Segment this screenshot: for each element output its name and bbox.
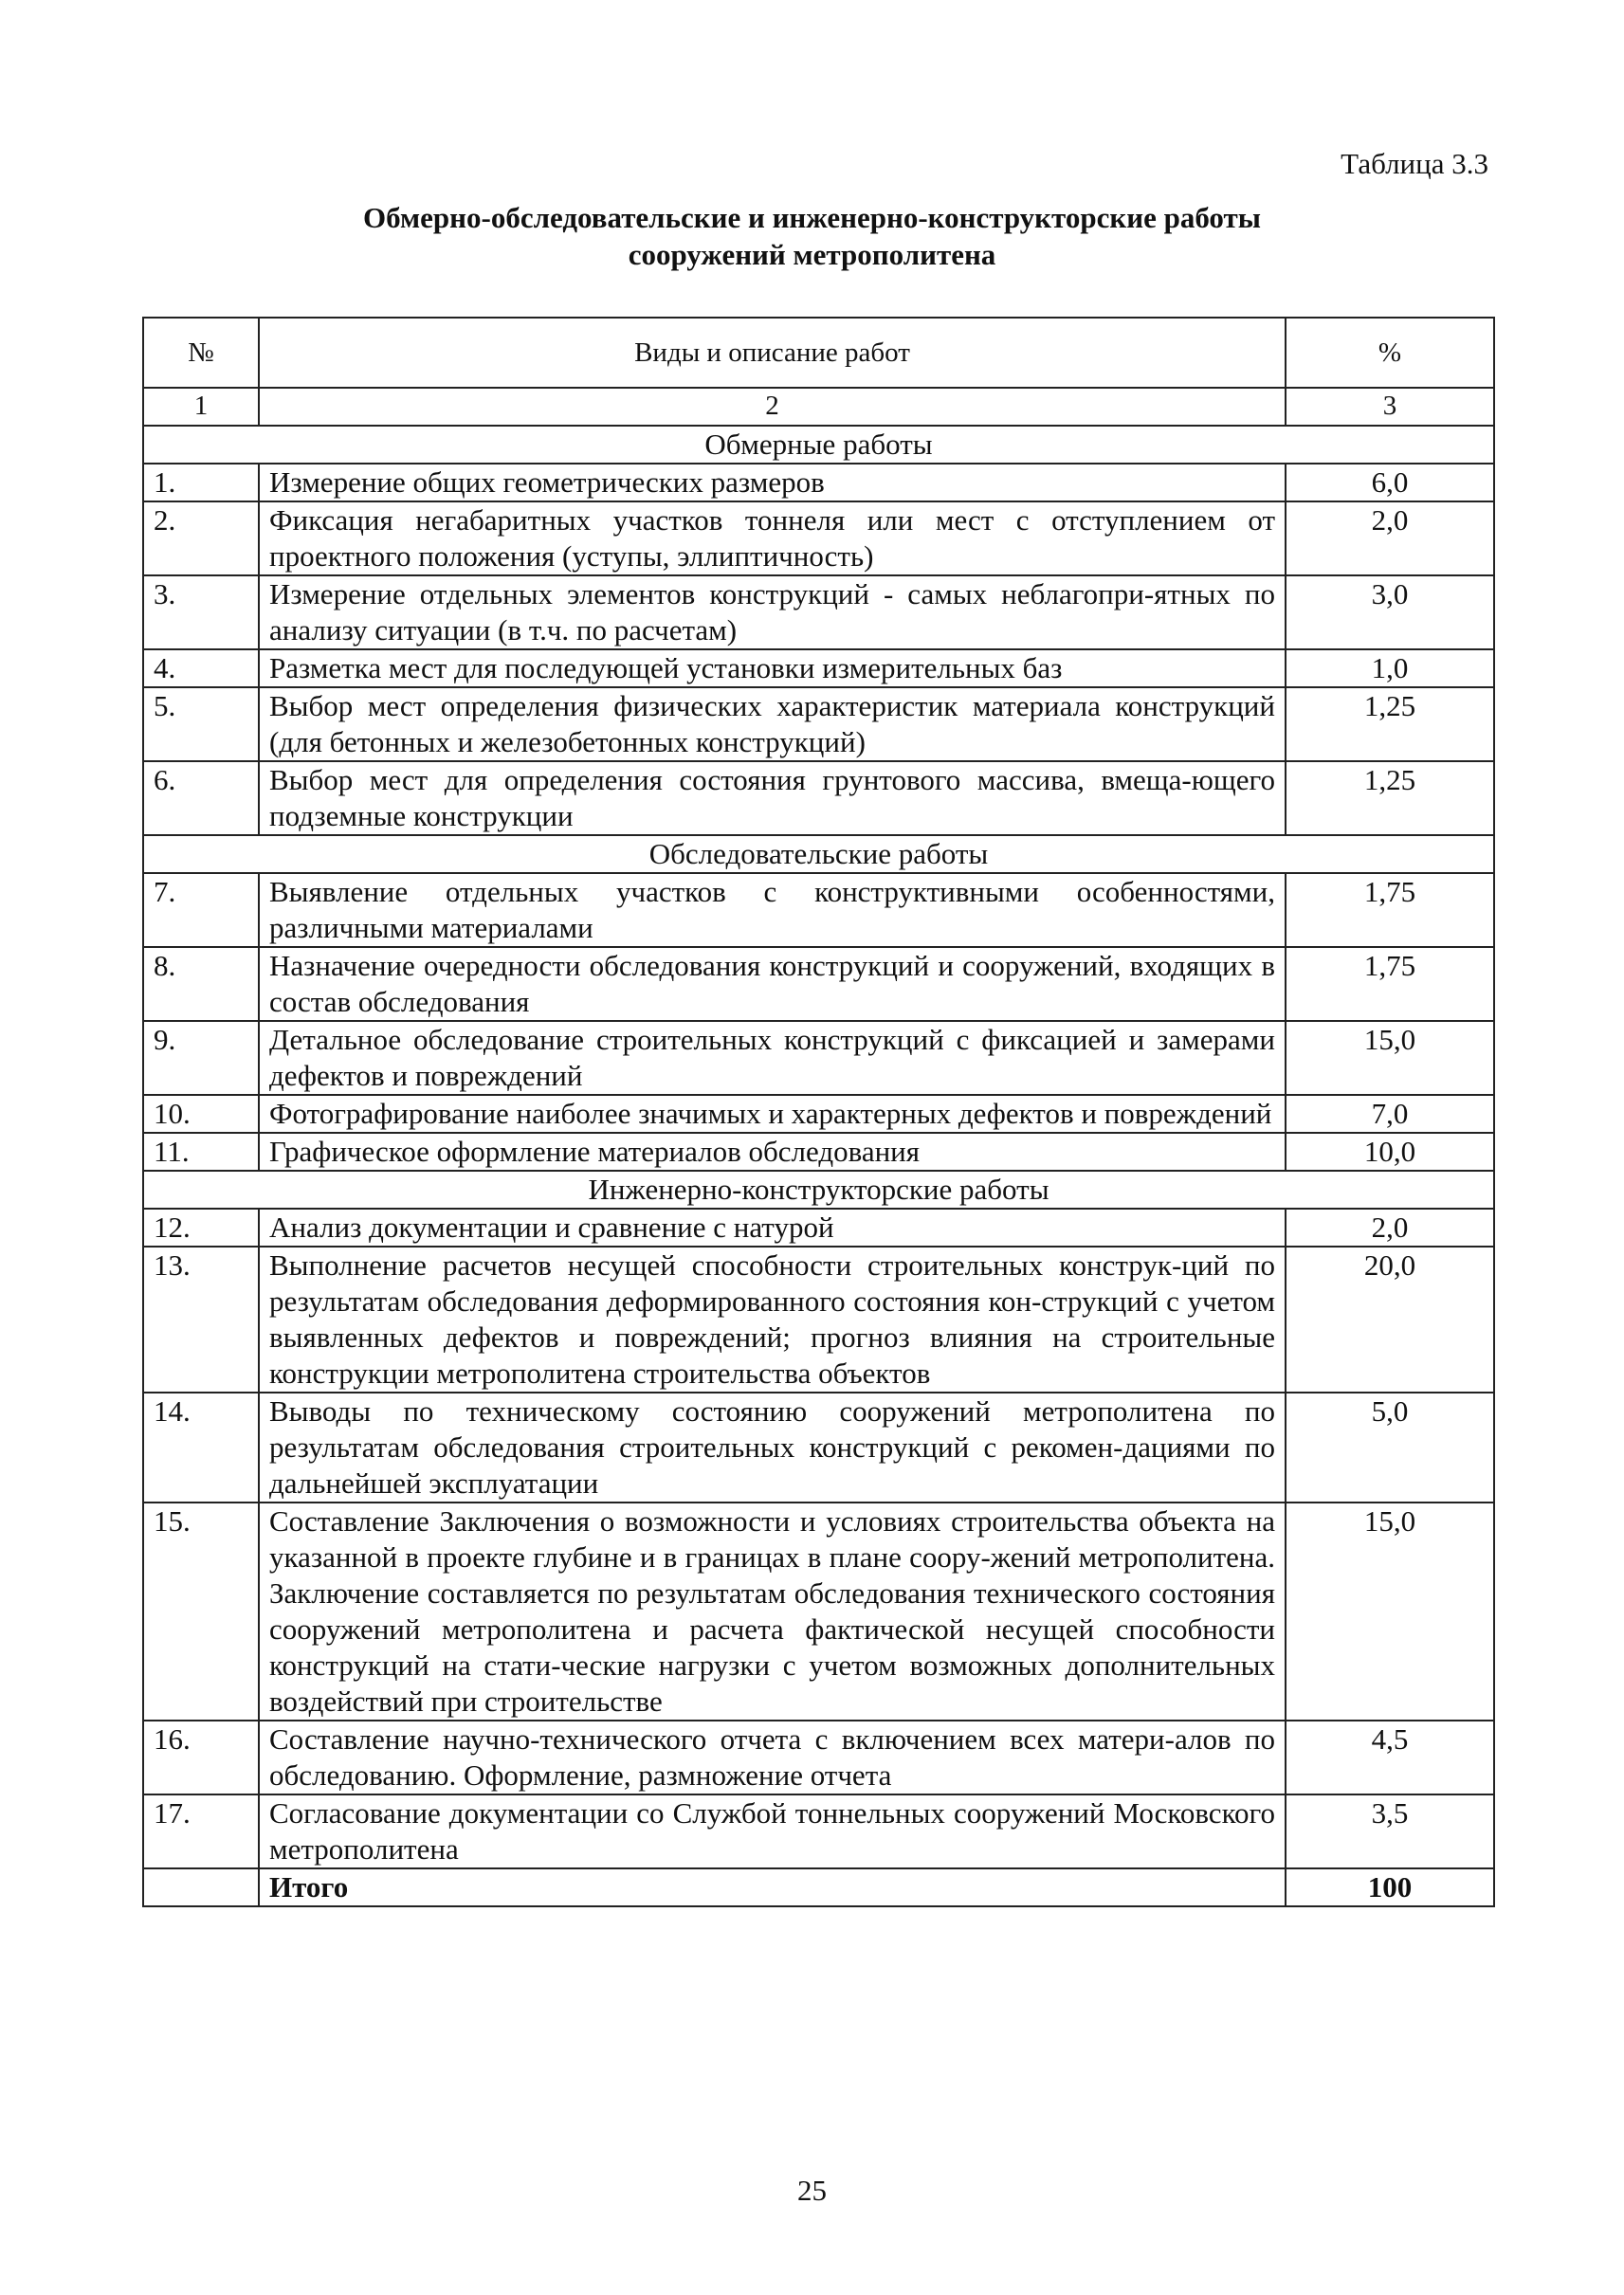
table-row (143, 947, 1494, 1021)
total-label: Итого (259, 1868, 1286, 1906)
row-number: 14. (143, 1393, 259, 1503)
row-number: 12. (143, 1209, 259, 1247)
row-description: Измерение отдельных элементов конструкций - самых неблагопри-ятных по анализу ситуации (в т.ч. по расчетам) (259, 575, 1286, 649)
row-description: Фиксация негабаритных участков тоннеля или мест с отступлением от проектного положения (уступы, эллиптичность) (259, 501, 1286, 575)
table-row (143, 1721, 1494, 1794)
row-percent: 1,75 (1286, 947, 1494, 1021)
row-description: Назначение очередности обследования конструкций и сооружений, входящих в состав обследования (259, 947, 1286, 1021)
page-number: 25 (797, 2174, 827, 2207)
table-title-line-1: Обмерно-обследовательские и инженерно-конструкторские работы (363, 201, 1261, 234)
row-description: Разметка мест для последующей установки измерительных баз (259, 649, 1286, 687)
row-number: 9. (143, 1021, 259, 1095)
row-description: Согласование документации со Службой тоннельных сооружений Московского метрополитена (259, 1794, 1286, 1868)
section-row (143, 835, 1494, 873)
table-title (142, 199, 1482, 273)
works-table (142, 317, 1495, 1907)
column-numbers-row (143, 388, 1494, 426)
row-description: Выбор мест для определения состояния грунтового массива, вмеща-ющего подземные конструкции (259, 761, 1286, 835)
row-description: Составление Заключения о возможности и условиях строительства объекта на указанной в проекте глубине и в границах в плане соору-жений метрополитена. Заключение составляется по результатам обследования технического состояния сооружений метрополитена и расчета фактической несущей способности конструкций на стати-ческие нагрузки с учетом возможных дополнительных воздействий при строительстве (259, 1503, 1286, 1721)
row-number: 11. (143, 1133, 259, 1171)
column-number-3: 3 (1286, 388, 1494, 426)
row-percent: 1,75 (1286, 873, 1494, 947)
section-row (143, 1171, 1494, 1209)
row-description: Выявление отдельных участков с конструктивными особенностями, различными материалами (259, 873, 1286, 947)
row-percent: 4,5 (1286, 1721, 1494, 1794)
row-description: Выполнение расчетов несущей способности строительных конструк-ций по результатам обследования деформированного состояния кон-струкций с учетом выявленных дефектов и повреждений; прогноз влияния на строительные конструкции метрополитена строительства объектов (259, 1247, 1286, 1393)
total-row (143, 1868, 1494, 1906)
row-number: 4. (143, 649, 259, 687)
table-row (143, 1021, 1494, 1095)
row-percent: 3,0 (1286, 575, 1494, 649)
section-title: Обмерные работы (143, 426, 1494, 464)
row-number: 17. (143, 1794, 259, 1868)
section-title: Инженерно-конструкторские работы (143, 1171, 1494, 1209)
row-percent: 2,0 (1286, 501, 1494, 575)
row-description: Фотографирование наиболее значимых и характерных дефектов и повреждений (259, 1095, 1286, 1133)
row-number: 8. (143, 947, 259, 1021)
row-number: 7. (143, 873, 259, 947)
row-description: Выводы по техническому состоянию сооружений метрополитена по результатам обследования строительных конструкций с рекомен-дациями по дальнейшей эксплуатации (259, 1393, 1286, 1503)
row-description: Графическое оформление материалов обследования (259, 1133, 1286, 1171)
row-percent: 7,0 (1286, 1095, 1494, 1133)
row-number: 5. (143, 687, 259, 761)
row-percent: 15,0 (1286, 1503, 1494, 1721)
table-row (143, 575, 1494, 649)
table-header-row (143, 318, 1494, 388)
table-row (143, 873, 1494, 947)
row-description: Измерение общих геометрических размеров (259, 464, 1286, 501)
row-number: 10. (143, 1095, 259, 1133)
table-row (143, 1247, 1494, 1393)
row-number: 6. (143, 761, 259, 835)
row-number: 1. (143, 464, 259, 501)
total-number-cell (143, 1868, 259, 1906)
row-percent: 5,0 (1286, 1393, 1494, 1503)
column-number-1: 1 (143, 388, 259, 426)
table-title-line-2: сооружений метрополитена (628, 238, 996, 271)
header-description: Виды и описание работ (259, 318, 1286, 388)
row-description: Детальное обследование строительных конструкций с фиксацией и замерами дефектов и повреждений (259, 1021, 1286, 1095)
table-row (143, 1393, 1494, 1503)
header-percent: % (1286, 318, 1494, 388)
table-row (143, 649, 1494, 687)
section-title: Обследовательские работы (143, 835, 1494, 873)
table-row (143, 1095, 1494, 1133)
row-description: Выбор мест определения физических характеристик материала конструкций (для бетонных и железобетонных конструкций) (259, 687, 1286, 761)
row-percent: 1,25 (1286, 761, 1494, 835)
table-row (143, 687, 1494, 761)
row-percent: 20,0 (1286, 1247, 1494, 1393)
row-number: 3. (143, 575, 259, 649)
row-percent: 1,25 (1286, 687, 1494, 761)
row-number: 16. (143, 1721, 259, 1794)
row-description: Анализ документации и сравнение с натурой (259, 1209, 1286, 1247)
row-percent: 15,0 (1286, 1021, 1494, 1095)
table-row (143, 1794, 1494, 1868)
section-row (143, 426, 1494, 464)
table-row (143, 1133, 1494, 1171)
row-percent: 2,0 (1286, 1209, 1494, 1247)
total-percent: 100 (1286, 1868, 1494, 1906)
table-row (143, 501, 1494, 575)
row-percent: 1,0 (1286, 649, 1494, 687)
table-row (143, 464, 1494, 501)
row-percent: 6,0 (1286, 464, 1494, 501)
row-description: Составление научно-технического отчета с включением всех матери-алов по обследованию. Оформление, размножение отчета (259, 1721, 1286, 1794)
table-row (143, 1209, 1494, 1247)
row-number: 15. (143, 1503, 259, 1721)
row-number: 2. (143, 501, 259, 575)
table-row (143, 761, 1494, 835)
table-label: Таблица 3.3 (1341, 147, 1488, 180)
column-number-2: 2 (259, 388, 1286, 426)
row-percent: 3,5 (1286, 1794, 1494, 1868)
row-number: 13. (143, 1247, 259, 1393)
row-percent: 10,0 (1286, 1133, 1494, 1171)
table-row (143, 1503, 1494, 1721)
header-number: № (143, 318, 259, 388)
